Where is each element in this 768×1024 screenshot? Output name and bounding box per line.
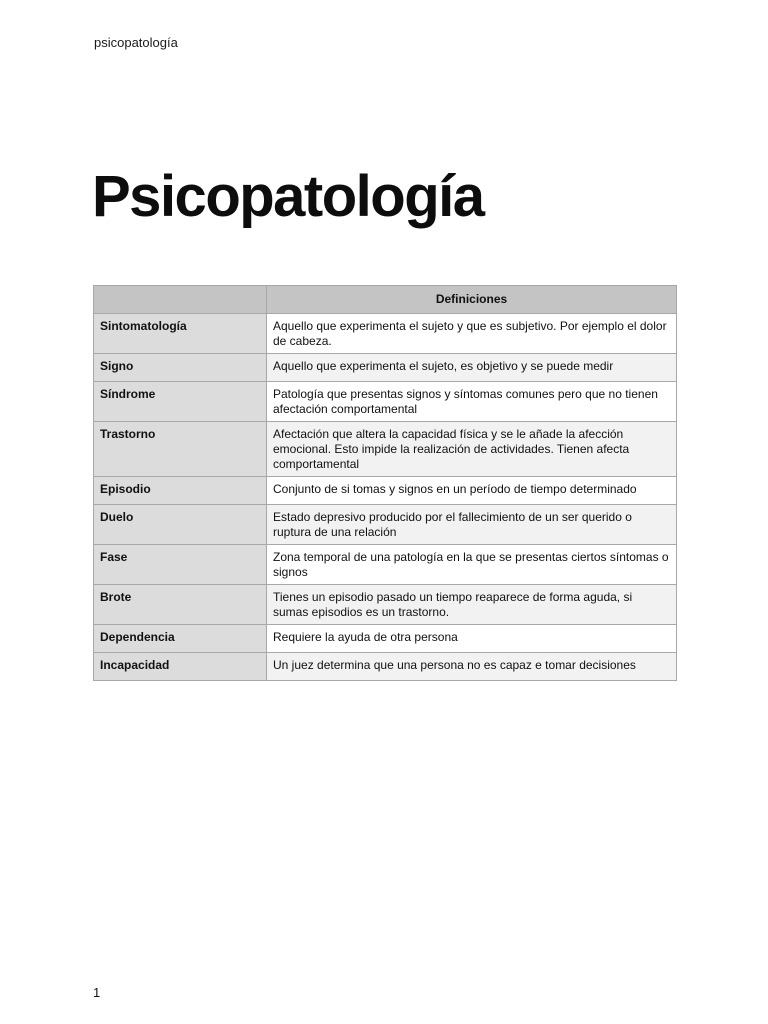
definitions-table [93, 285, 677, 681]
term-cell: Síndrome [94, 382, 267, 422]
table-row [94, 545, 677, 585]
table-row [94, 625, 677, 653]
page-number: 1 [93, 985, 101, 1000]
definition-cell: Zona temporal de una patología en la que se presentas ciertos síntomas o signos [267, 545, 677, 585]
term-cell: Duelo [94, 505, 267, 545]
definition-cell: Aquello que experimenta el sujeto, es objetivo y se puede medir [267, 354, 677, 382]
definition-cell: Un juez determina que una persona no es capaz e tomar decisiones [267, 653, 677, 681]
table-row [94, 314, 677, 354]
definition-cell: Patología que presentas signos y síntomas comunes pero que no tienen afectación comportamental [267, 382, 677, 422]
table-row [94, 354, 677, 382]
definition-cell: Afectación que altera la capacidad física y se le añade la afección emocional. Esto impide la realización de actividades. Tienen afecta comportamental [267, 422, 677, 477]
term-cell: Episodio [94, 477, 267, 505]
definition-cell: Conjunto de si tomas y signos en un período de tiempo determinado [267, 477, 677, 505]
term-cell: Trastorno [94, 422, 267, 477]
term-cell: Brote [94, 585, 267, 625]
term-cell: Incapacidad [94, 653, 267, 681]
definition-cell: Aquello que experimenta el sujeto y que es subjetivo. Por ejemplo el dolor de cabeza. [267, 314, 677, 354]
table-row [94, 653, 677, 681]
table-body [94, 314, 677, 681]
term-cell: Fase [94, 545, 267, 585]
column-header-term [94, 286, 267, 314]
term-cell: Signo [94, 354, 267, 382]
table-header-row [94, 286, 677, 314]
running-header: psicopatología [94, 35, 178, 50]
table-row [94, 477, 677, 505]
table-header [94, 286, 677, 314]
definition-cell: Requiere la ayuda de otra persona [267, 625, 677, 653]
definition-cell: Estado depresivo producido por el fallecimiento de un ser querido o ruptura de una relación [267, 505, 677, 545]
term-cell: Dependencia [94, 625, 267, 653]
column-header-definitions: Definiciones [267, 286, 677, 314]
table-row [94, 505, 677, 545]
definition-cell: Tienes un episodio pasado un tiempo reaparece de forma aguda, si sumas episodios es un trastorno. [267, 585, 677, 625]
table-row [94, 382, 677, 422]
table-row [94, 585, 677, 625]
document-title: Psicopatología [92, 164, 484, 229]
term-cell: Sintomatología [94, 314, 267, 354]
table-row [94, 422, 677, 477]
